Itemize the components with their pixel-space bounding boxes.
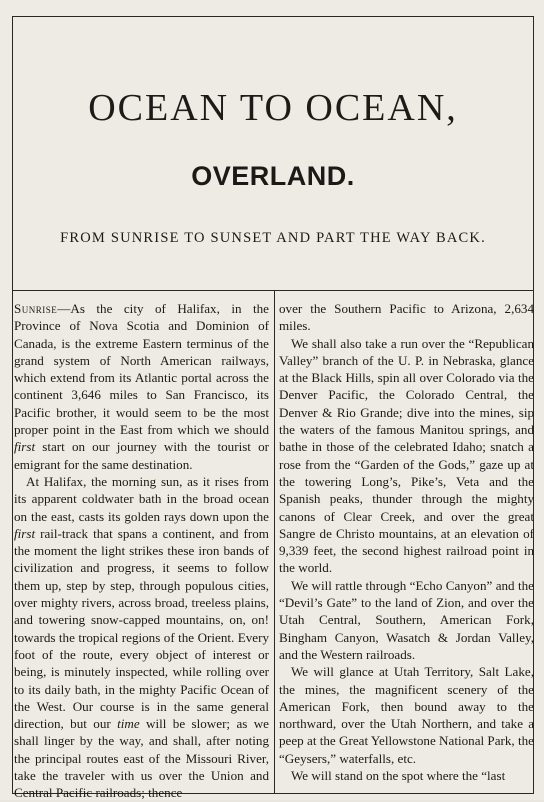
page-title: OCEAN TO OCEAN, xyxy=(88,87,458,129)
paragraph-text: —As the city of Halifax, in the Province of Nova Scotia and Dominion of Canada, is the extreme Eastern terminus of the grand system of North American railways, which extend from its Atlantic portal across the continent 3,646 miles to San Francisco, its Pacific brother, it would seem to be the most proper point in the East from which we should xyxy=(14,301,269,438)
paragraph-text: start on our journey with the tourist or emigrant for the same destination. xyxy=(14,439,269,472)
right-column xyxy=(279,300,534,784)
paragraph-text: rail-track that spans a continent, and from the moment the light strikes these iron bands of civilization and progress, it seems to follow them up, step by step, through populous cities, over mighty rivers, across broad, treeless plains, and towering snow-capped mountains, on, on! towards the tropical regions of the Orient. Every foot of the route, every object of interest or being, is minutely inspected, while rolling over to its daily bath, in the mighty Pacific Ocean of the West. Our course is in the same general direction, but our xyxy=(14,525,269,732)
lead-word: Sunrise xyxy=(14,301,58,316)
paragraph-text: At Halifax, the morning sun, as it rises from its apparent coldwater bath in the broad ocean on the east, casts its golden rays down upon the xyxy=(14,473,269,524)
paragraph-echo-canyon: We will rattle through “Echo Canyon” and the “Devil’s Gate” to the land of Zion, and over the Utah Central, Southern, American Fork, Bingham Canyon, Wasatch & Jordan Valley, and the Western railroads. xyxy=(279,577,534,662)
horizontal-divider xyxy=(12,290,534,291)
paragraph-last-spike: We will stand on the spot where the “last xyxy=(291,768,506,784)
column-divider xyxy=(274,291,275,794)
paragraph-utah-territory: We will glance at Utah Territory, Salt Lake, the mines, the magnificent scenery of the American Fork, then bound away to the northward, over the Utah Northern, and take a peep at the Great Yellowstone National Park, the “Geysers,” waterfalls, etc. xyxy=(279,664,534,766)
emphasis-text: first xyxy=(14,439,36,455)
left-column xyxy=(14,300,269,802)
paragraph-republican-valley: We shall also take a run over the “Republican Valley” branch of the U. P. in Nebraska, glance at the Black Hills, spin all over Colorado via the Denver Pacific, the Colorado Central, the Denver & Rio Grande; dive into the mines, sip the waters of the famous Manitou springs, and bathe in those of the celebrated Idaho; snatch a rose from the “Garden of the Gods,” gaze up at the towering Long’s, Pike’s, Veta and the Spanish peaks, thunder through the mighty canons of Clear Creek, and over the great Sangre de Christo mountains, at an elevation of 9,339 feet, the second highest railroad point in the world. xyxy=(279,335,534,576)
page-subtitle: OVERLAND. xyxy=(191,161,355,191)
page-tagline: FROM SUNRISE TO SUNSET AND PART THE WAY BACK. xyxy=(60,230,486,246)
paragraph-text: will be slower; as we shall linger by the way, and shall, after noting the principal routes east of the Missouri River, take the traveler with us over the Union and Central Pacific railroads; thence xyxy=(14,716,269,801)
paragraph-continuation: over the Southern Pacific to Arizona, 2,634 miles. xyxy=(279,301,534,334)
paragraph-sunrise xyxy=(14,300,269,473)
emphasis-text: time xyxy=(117,716,140,732)
emphasis-text: first xyxy=(14,525,36,541)
paragraph-halifax xyxy=(14,473,269,802)
